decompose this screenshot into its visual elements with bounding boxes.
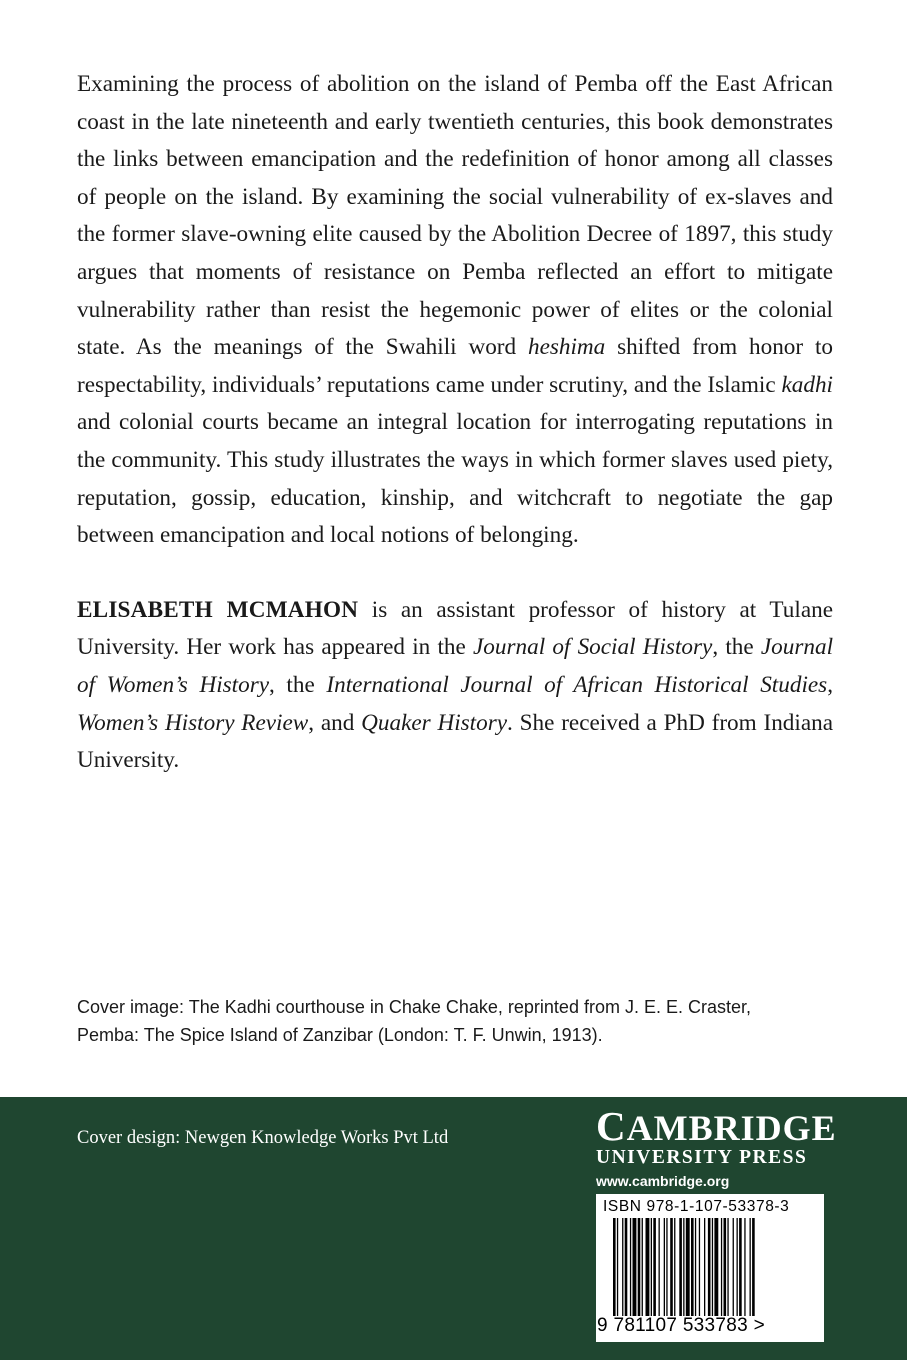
- bio-separator: , and: [308, 709, 355, 736]
- barcode-bar: [664, 1218, 665, 1316]
- cover-credit-line: Pemba: The Spice Island of Zanzibar (London: T. F. Unwin, 1913).: [77, 1025, 603, 1045]
- barcode-bar: [674, 1218, 675, 1316]
- barcode-bar: [699, 1218, 700, 1316]
- barcode-bar: [724, 1218, 727, 1316]
- publisher-name-rest: AMBRIDGE: [626, 1108, 837, 1148]
- barcode-bar: [708, 1218, 711, 1316]
- barcode-bar: [646, 1218, 650, 1316]
- barcode-bar: [695, 1218, 696, 1316]
- barcode-bar: [744, 1218, 745, 1316]
- barcode-bar: [721, 1218, 722, 1316]
- barcode-bar: [714, 1218, 718, 1316]
- barcode-bars: [613, 1218, 809, 1316]
- barcode-bar: [653, 1218, 656, 1316]
- journal-title: Journal of Women’s History: [77, 634, 834, 698]
- barcode-bar: [750, 1218, 751, 1316]
- barcode-bar: [683, 1218, 684, 1316]
- barcode-bar: [739, 1218, 742, 1316]
- barcode-bar: [613, 1218, 616, 1316]
- barcode-bar: [737, 1218, 738, 1316]
- barcode-bar: [625, 1218, 628, 1316]
- publisher-initial: C: [596, 1103, 627, 1149]
- back-cover-text: [77, 66, 833, 780]
- design-credit: Cover design: Newgen Knowledge Works Pvt Ltd: [77, 1128, 449, 1148]
- term-heshima: heshima: [527, 334, 606, 361]
- bio-text: is an assistant professor of history at Tulane University. Her work has appeared in the: [77, 596, 833, 661]
- bio-separator: ,: [827, 671, 833, 698]
- isbn-label: ISBN 978-1-107-53378-3: [603, 1198, 790, 1215]
- description-paragraph: [77, 66, 833, 555]
- barcode-bar: [617, 1218, 618, 1316]
- description-text: and colonial courts became an integral location for interrogating reputations in the community. This study illustrates the ways in which former slaves used piety, reputation, gossip, education, kinship, and witchcraft to negotiate the gap between emancipation and local notions of belonging.: [77, 409, 833, 549]
- barcode-bar: [752, 1218, 755, 1316]
- author-name: ELISABETH MCMAHON: [77, 596, 359, 623]
- author-bio: [77, 592, 833, 780]
- cover-credit-line: Cover image: The Kadhi courthouse in Chake Chake, reprinted from J. E. E. Craster,: [77, 997, 751, 1017]
- journal-title: International Journal of African Historical Studies: [326, 671, 828, 698]
- cover-image-credit: [77, 993, 837, 1049]
- barcode-bar: [651, 1218, 652, 1316]
- barcode-bar: [691, 1218, 694, 1316]
- barcode-bar: [622, 1218, 623, 1316]
- barcode-bar: [642, 1218, 643, 1316]
- barcode-bar: [712, 1218, 713, 1316]
- barcode-bar: [633, 1218, 637, 1316]
- journal-title: Quaker History: [361, 709, 508, 736]
- journal-title: Women’s History Review: [77, 709, 309, 736]
- bio-separator: , the: [712, 634, 754, 661]
- description-text: shifted from honor to respectability, individuals’ reputations came under scrutiny, and the Islamic: [77, 334, 834, 398]
- description-text: Examining the process of abolition on the island of Pemba off the East African coast in the late nineteenth and early twentieth centuries, this book demonstrates the links between emancipation and the redefinition of honor among all classes of people on the island. By examining the social vulnerability of ex-slaves and the former slave-owning elite caused by the Abolition Decree of 1897, this study argues that moments of resistance on Pemba reflected an effort to mitigate vulnerability rather than resist the hegemonic power of elites or the colonial state. As the meanings of the Swahili word: [77, 71, 833, 361]
- barcode-bar: [659, 1218, 660, 1316]
- barcode-bar: [727, 1218, 728, 1316]
- barcode: [596, 1194, 824, 1342]
- barcode-bar: [704, 1218, 705, 1316]
- barcode-bar: [666, 1218, 667, 1316]
- publisher-press: UNIVERSITY PRESS: [596, 1147, 808, 1168]
- barcode-bar: [638, 1218, 641, 1316]
- journal-title: Journal of Social History: [473, 634, 713, 661]
- barcode-bar: [679, 1218, 682, 1316]
- barcode-bar: [686, 1218, 690, 1316]
- publisher-name: [596, 1103, 837, 1149]
- term-kadhi: kadhi: [781, 371, 833, 398]
- bio-separator: , the: [269, 671, 315, 698]
- bio-text: . She received a PhD from Indiana University.: [77, 709, 834, 774]
- publisher-logo: [596, 1103, 837, 1189]
- barcode-bar: [733, 1218, 734, 1316]
- barcode-bar: [630, 1218, 631, 1316]
- barcode-bar: [670, 1218, 673, 1316]
- barcode-digits: 9 781107 533783 >: [597, 1315, 765, 1336]
- publisher-website: www.cambridge.org: [596, 1173, 730, 1189]
